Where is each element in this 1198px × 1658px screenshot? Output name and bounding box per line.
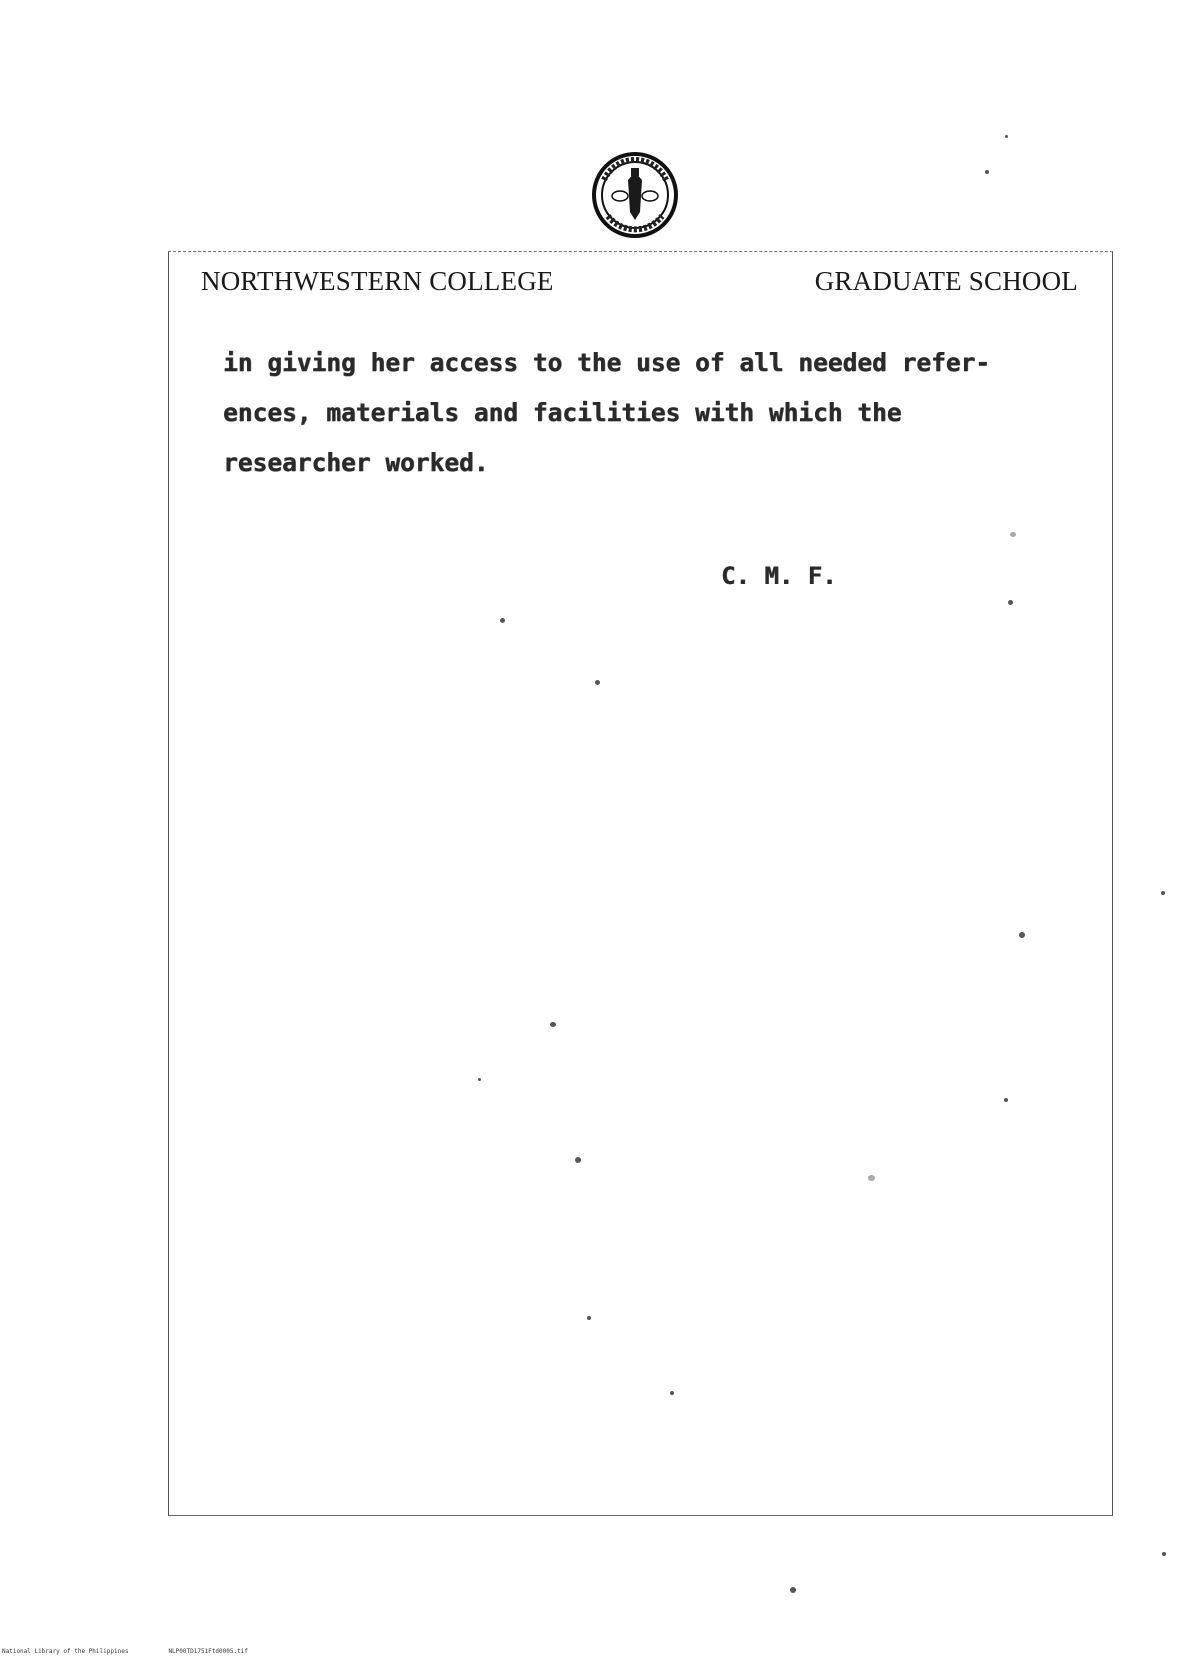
scan-speck (1161, 891, 1165, 895)
school-name: GRADUATE SCHOOL (814, 266, 1078, 296)
scan-speck (1162, 1552, 1166, 1556)
scan-speck (575, 1157, 581, 1163)
scan-speck (1004, 1098, 1008, 1102)
scan-speck (1019, 932, 1025, 938)
author-initials: C. M. F. (721, 562, 837, 590)
college-name: NORTHWESTERN COLLEGE (201, 266, 554, 296)
scan-speck (790, 1587, 796, 1593)
letterhead (201, 266, 1078, 297)
scan-speck (587, 1316, 591, 1320)
scan-speck (1005, 135, 1008, 138)
scan-footer (2, 1648, 288, 1655)
library-credit: National Library of the Philippines (2, 1648, 129, 1655)
college-seal-icon (590, 150, 680, 240)
scan-speck (478, 1078, 481, 1081)
scan-filename: NLP00TD1751Ftd0005.tif (168, 1648, 248, 1655)
body-paragraph (223, 338, 1063, 488)
scan-speck (985, 170, 989, 174)
document-frame (168, 251, 1113, 1516)
body-line: in giving her access to the use of all needed refer- (223, 348, 991, 377)
scan-speck (1008, 600, 1013, 605)
scan-speck (868, 1175, 875, 1181)
body-line: researcher worked. (223, 448, 489, 477)
scan-speck (550, 1022, 556, 1027)
scan-speck (670, 1391, 674, 1395)
scan-speck (500, 618, 505, 623)
scan-speck (1010, 532, 1016, 537)
body-line: ences, materials and facilities with which the (223, 398, 902, 427)
scan-speck (595, 680, 600, 685)
